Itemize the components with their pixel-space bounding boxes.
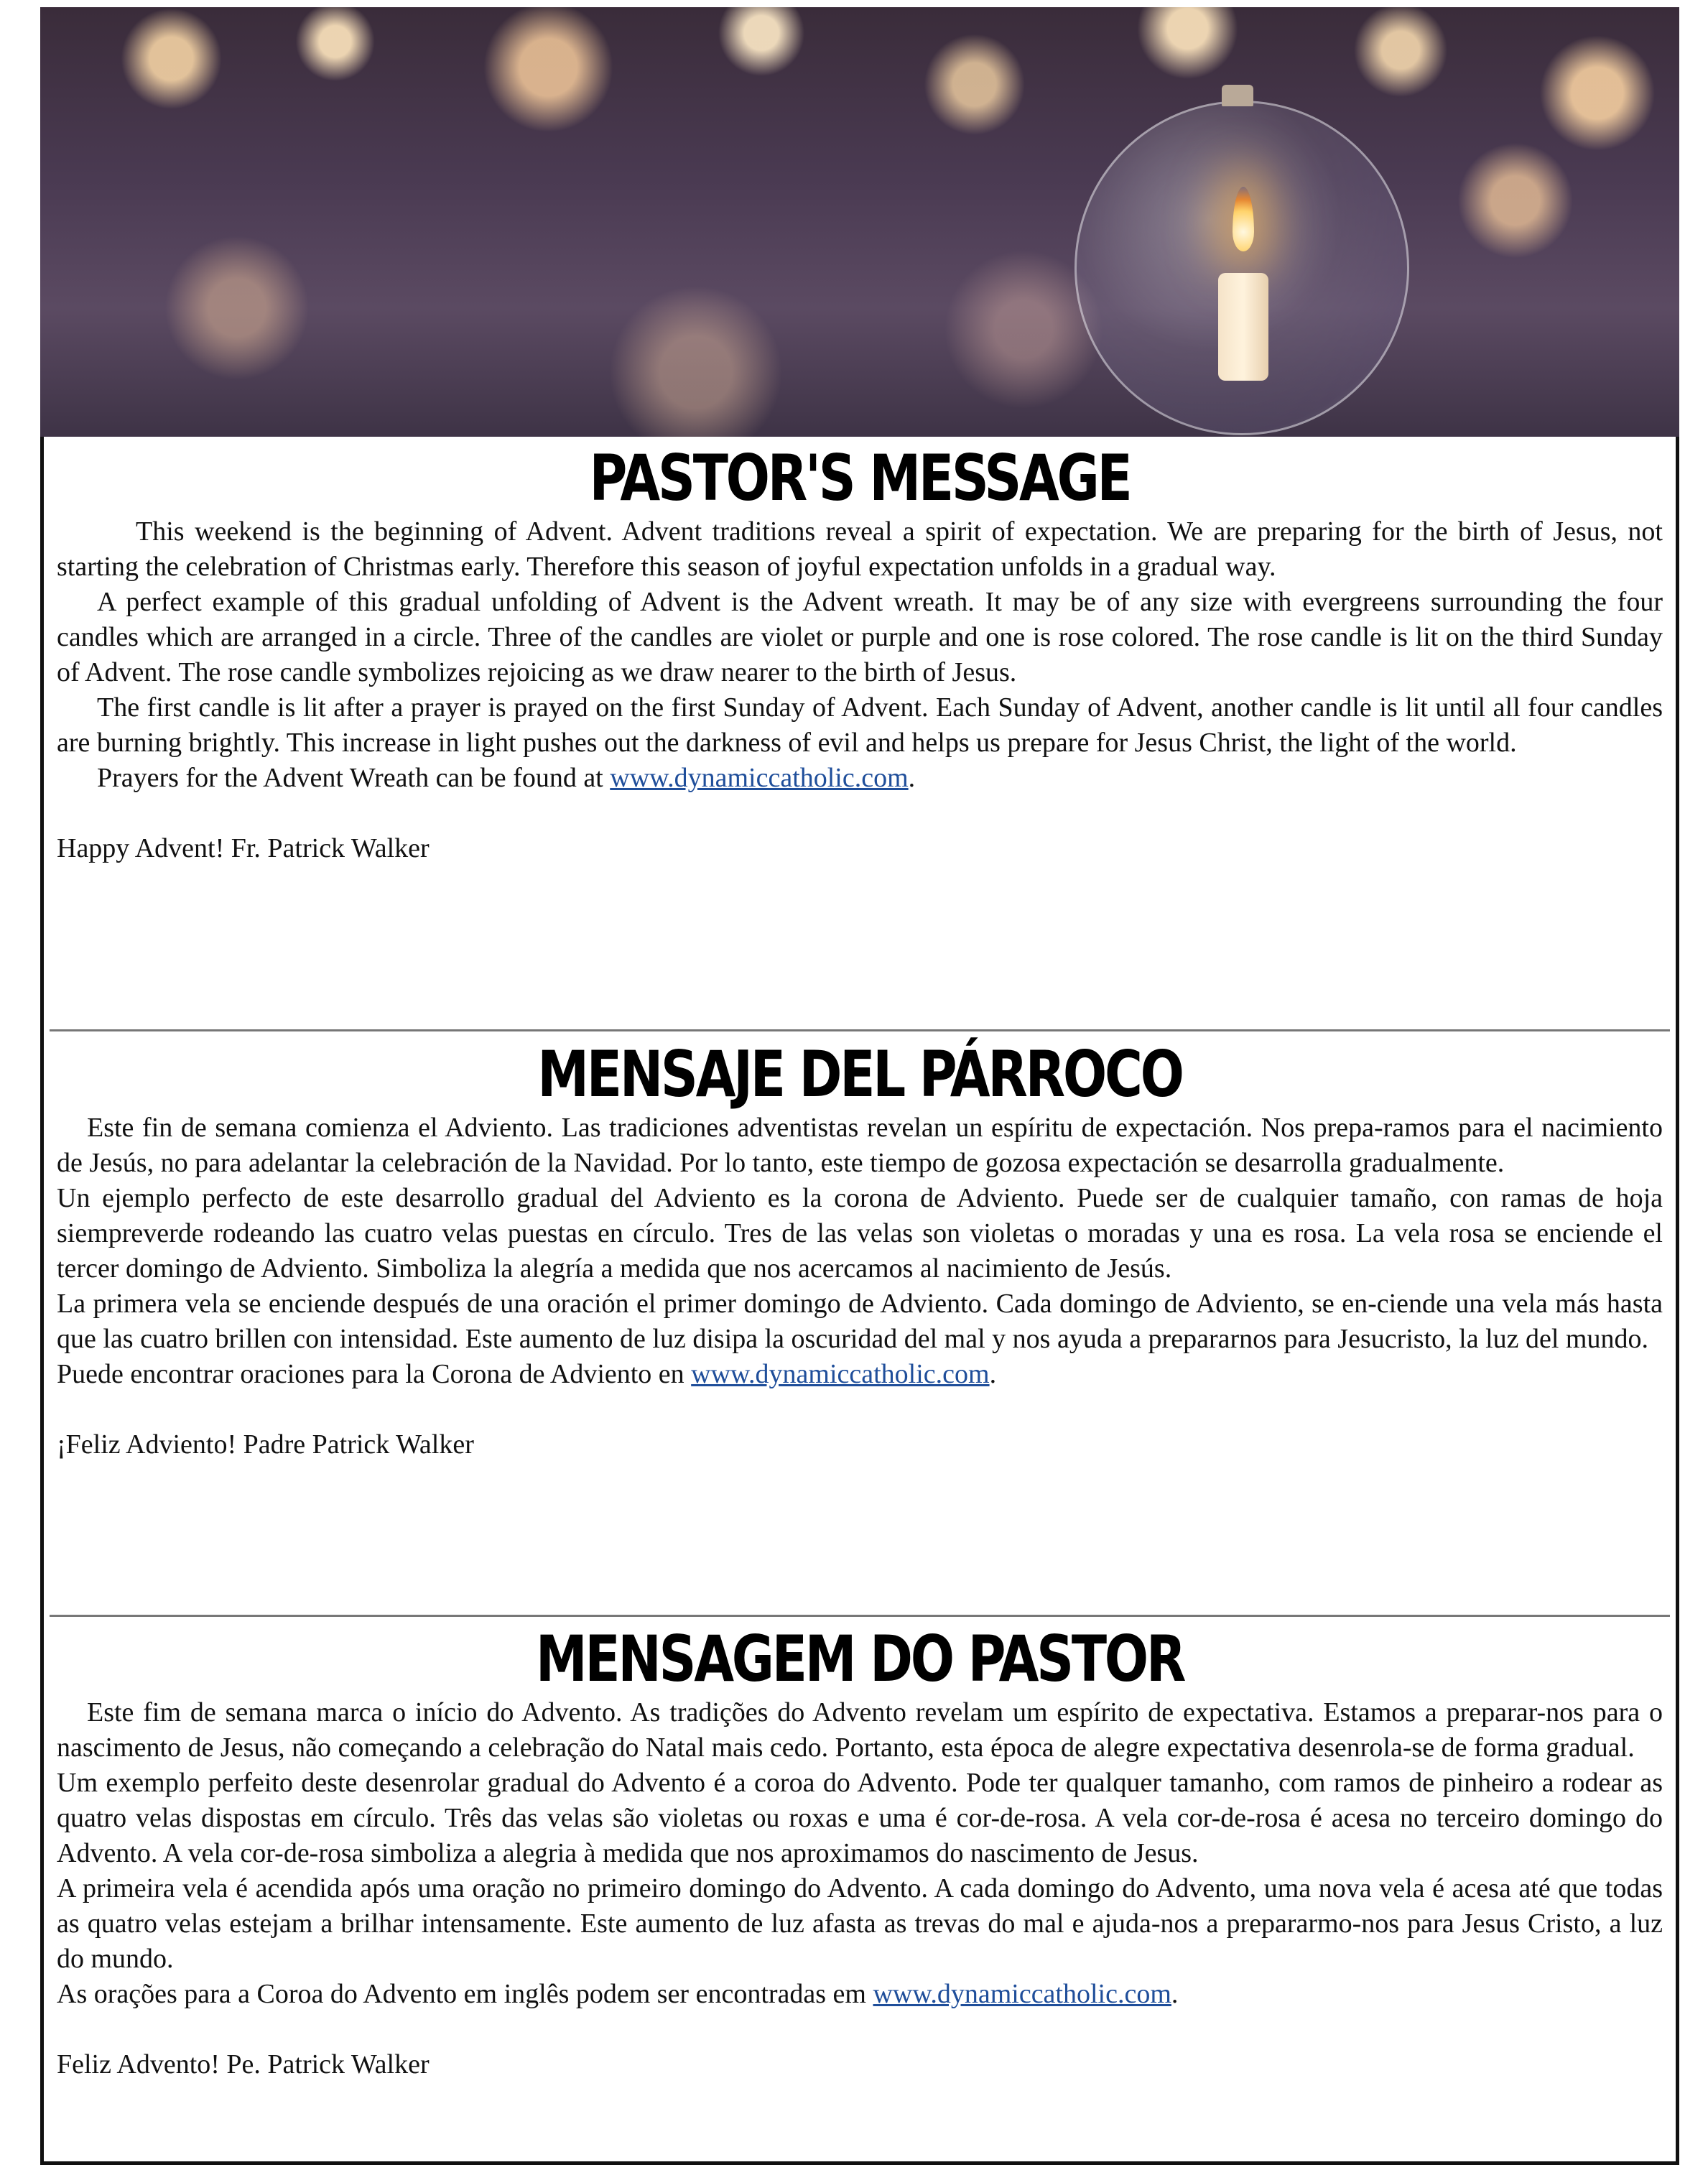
english-prayers-text: Prayers for the Advent Wreath can be found at [97, 763, 611, 793]
portuguese-period: . [1171, 1979, 1179, 2009]
ornament-cap-icon [1222, 85, 1253, 106]
section-spanish [44, 1039, 1676, 1462]
candle-icon [1218, 273, 1268, 381]
glass-ornament-icon [1075, 101, 1409, 435]
english-paragraph-2: A perfect example of this gradual unfolding of Advent is the Advent wreath. It may be of any size with evergreens surrounding the four candles which are arranged in a circle. Three of the candles are violet or purple and one is rose colored. The rose candle is lit on the third Sunday of Advent. The rose candle symbolizes rejoicing as we draw nearer to the birth of Jesus. [57, 587, 1663, 687]
portuguese-dynamiccatholic-link[interactable]: www.dynamiccatholic.com [873, 1979, 1171, 2009]
portuguese-paragraph-2: Um exemplo perfeito deste desenrolar gradual do Advento é a coroa do Advento. Pode ter qualquer tamanho, com ramos de pinheiro a rodear as quatro velas dispostas em círculo. Três das velas são violetas ou roxas e uma é cor-de-rosa. A vela cor-de-rosa é acesa no terceiro domingo do Advento. A vela cor-de-rosa simboliza a alegria à medida que nos aproximamos do nascimento de Jesus. [57, 1768, 1663, 1868]
portuguese-paragraph-3: A primeira vela é acendida após uma oração no primeiro domingo do Advento. A cada domingo do Advento, uma nova vela é acesa até que todas as quatro velas estejam a brilhar intensamente. Este aumento de luz afasta as trevas do mal e ajuda-nos a prepararmo-nos para Jesus Cristo, a luz do mundo. [57, 1873, 1663, 1974]
portuguese-paragraph-4 [57, 1977, 1663, 2012]
english-paragraph-4 [57, 761, 1663, 796]
spanish-heading: MENSAJE DEL PÁRROCO [537, 1037, 1182, 1111]
spanish-paragraph-1: Este fin de semana comienza el Adviento. Las tradiciones adventistas revelan un espíritu de expectación. Nos prepa-ramos para el nacimiento de Jesús, no para adelantar la celebración de la Navidad. Por lo tanto, este tiempo de gozosa expectación se desarrolla gradualmente. [57, 1113, 1663, 1178]
spanish-dynamiccatholic-link[interactable]: www.dynamiccatholic.com [691, 1359, 990, 1389]
spanish-paragraph-3: La primera vela se enciende después de una oración el primer domingo de Adviento. Cada domingo de Adviento, se en-ciende una vela más hasta que las cuatro brillen con intensidad. Este aumento de luz disipa la oscuridad del mal y nos ayuda a prepararnos para Jesucristo, la luz del mundo. [57, 1289, 1663, 1354]
spanish-paragraph-4 [57, 1357, 1663, 1392]
section-portuguese [44, 1623, 1676, 2082]
english-paragraph-1: This weekend is the beginning of Advent. Advent traditions reveal a spirit of expectation. We are preparing for the birth of Jesus, not starting the celebration of Christmas early. Therefore this season of joyful expectation unfolds in a gradual way. [57, 516, 1663, 582]
header-banner-image [40, 7, 1679, 437]
spanish-period: . [989, 1359, 997, 1389]
spanish-paragraph-2: Un ejemplo perfecto de este desarrollo gradual del Adviento es la corona de Adviento. Puede ser de cualquier tamaño, con ramas de hoja siempreverde rodeando las cuatro velas puestas en círculo. Tres de las velas son violetas o moradas y una es rosa. La vela rosa se enciende el tercer domingo de Adviento. Simboliza la alegría a medida que nos acercamos al nacimiento de Jesús. [57, 1183, 1663, 1284]
section-divider [50, 1029, 1670, 1031]
section-divider [50, 1615, 1670, 1617]
portuguese-heading: MENSAGEM DO PASTOR [535, 1622, 1184, 1696]
portuguese-signoff: Feliz Advento! Pe. Patrick Walker [57, 2049, 430, 2079]
english-period: . [908, 763, 916, 793]
portuguese-paragraph-1: Este fim de semana marca o início do Advento. As tradições do Advento revelam um espírito de expectativa. Estamos a preparar-nos para o nascimento de Jesus, não começando a celebração do Natal mais cedo. Portanto, esta época de alegre expectativa desenrola-se de forma gradual. [57, 1697, 1663, 1763]
spanish-signoff: ¡Feliz Adviento! Padre Patrick Walker [57, 1429, 474, 1460]
section-english [44, 442, 1676, 866]
english-dynamiccatholic-link[interactable]: www.dynamiccatholic.com [610, 763, 909, 793]
spanish-prayers-text: Puede encontrar oraciones para la Corona de Adviento en [57, 1359, 692, 1389]
english-signoff: Happy Advent! Fr. Patrick Walker [57, 833, 430, 863]
english-heading: PASTOR'S MESSAGE [589, 441, 1131, 515]
bulletin-content [40, 437, 1679, 2165]
portuguese-prayers-text: As orações para a Coroa do Advento em inglês podem ser encontradas em [57, 1979, 873, 2009]
english-paragraph-3: The first candle is lit after a prayer is prayed on the first Sunday of Advent. Each Sunday of Advent, another candle is lit until all four candles are burning brightly. This increase in light pushes out the darkness of evil and helps us prepare for Jesus Christ, the light of the world. [57, 692, 1663, 758]
